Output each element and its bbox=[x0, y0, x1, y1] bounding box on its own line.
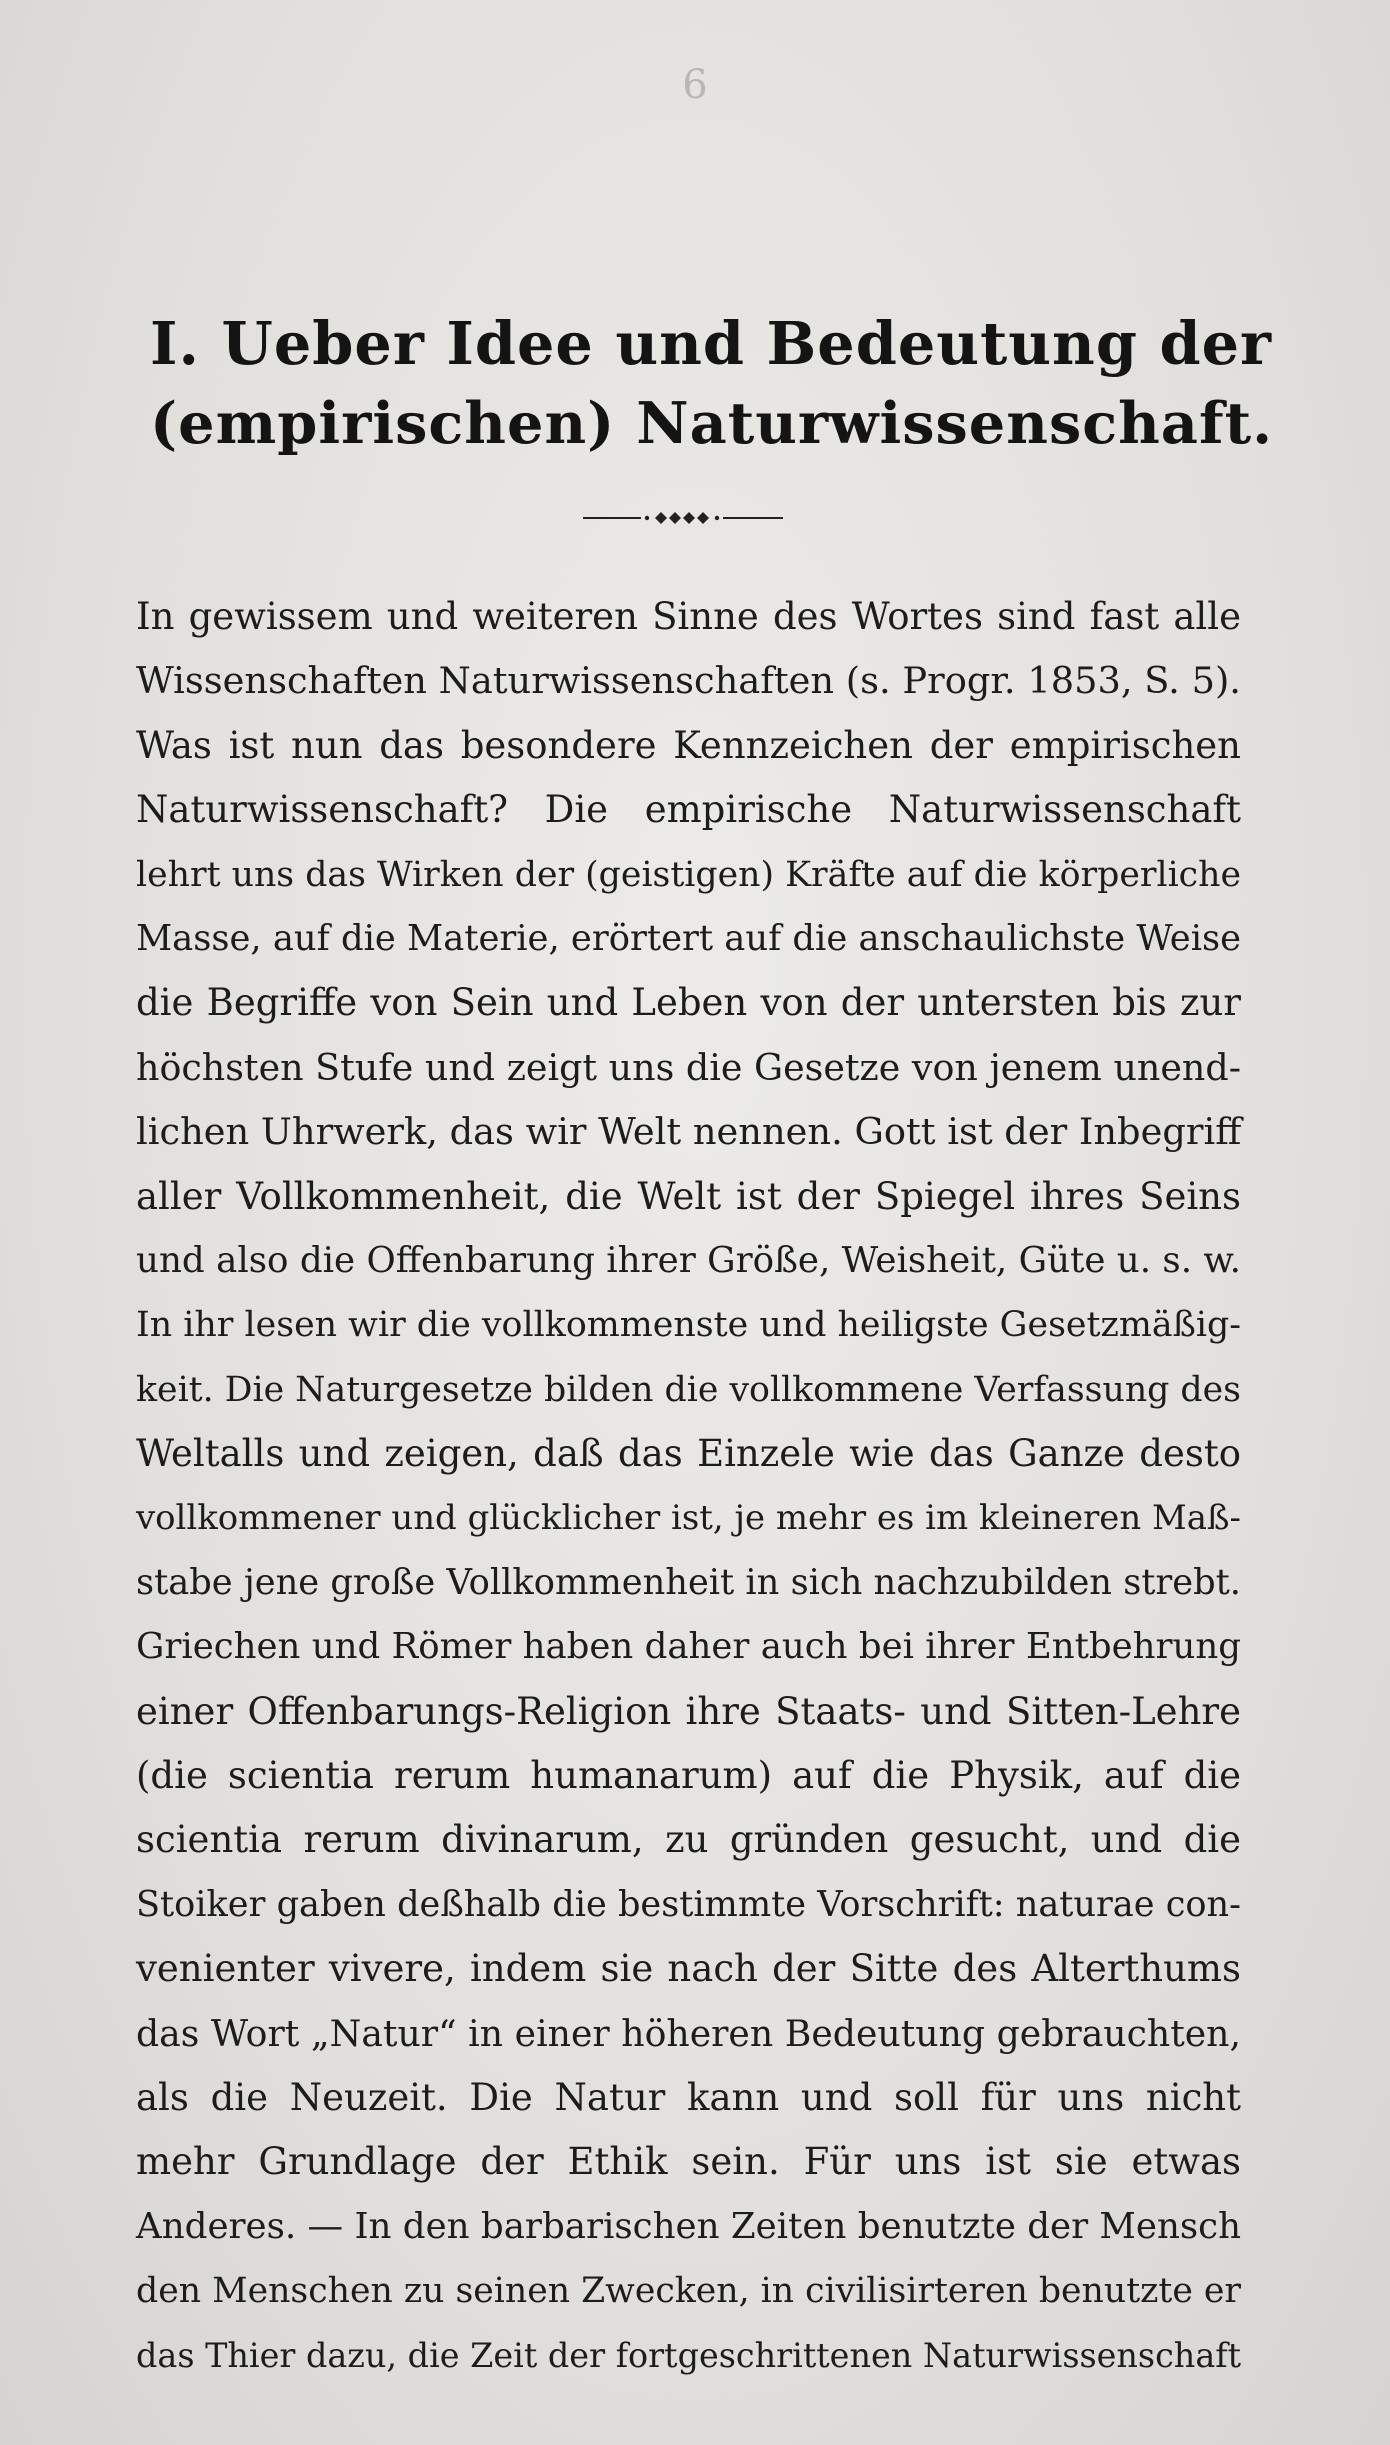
text-line: Wissenschaften Naturwissenschaften (s. Progr. 1853, S. 5). bbox=[136, 659, 1241, 703]
ornamental-divider bbox=[583, 510, 783, 526]
chapter-heading-line-1: I. Ueber Idee und Bedeutung der bbox=[150, 309, 1273, 378]
text-line: keit. Die Naturgesetze bilden die vollkommene Verfassung des bbox=[136, 1369, 1241, 1410]
text-line: vollkommener und glücklicher ist, je mehr es im kleineren Maß- bbox=[136, 1498, 1241, 1538]
text-line: Was ist nun das besondere Kennzeichen der empirischen bbox=[136, 723, 1241, 767]
text-line: In gewissem und weiteren Sinne des Wortes sind fast alle bbox=[136, 595, 1241, 638]
text-line: und also die Offenbarung ihrer Größe, Weisheit, Güte u. s. w. bbox=[136, 1239, 1241, 1281]
text-line: Weltalls und zeigen, daß das Einzele wie das Ganze desto bbox=[136, 1432, 1241, 1476]
text-line: das Wort „Natur“ in einer höheren Bedeutung gebrauchten, bbox=[136, 2011, 1241, 2055]
text-line: lehrt uns das Wirken der (geistigen) Kräfte auf die körperliche bbox=[136, 854, 1241, 895]
text-line: scientia rerum divinarum, zu gründen gesucht, und die bbox=[136, 1818, 1241, 1862]
text-line: Masse, auf die Materie, erörtert auf die anschaulichste Weise bbox=[136, 917, 1242, 959]
text-line: stabe jene große Vollkommenheit in sich nachzubilden strebt. bbox=[136, 1561, 1241, 1603]
text-line: als die Neuzeit. Die Natur kann und soll für uns nicht bbox=[136, 2075, 1241, 2119]
body-text bbox=[136, 585, 1241, 2388]
text-line: (die scientia rerum humanarum) auf die Physik, auf die bbox=[136, 1754, 1241, 1798]
text-line: einer Offenbarungs-Religion ihre Staats- und Sitten-Lehre bbox=[136, 1689, 1241, 1733]
text-line: mehr Grundlage der Ethik sein. Für uns ist sie etwas bbox=[136, 2140, 1241, 2184]
text-line: höchsten Stufe und zeigt uns die Gesetze von jenem unend- bbox=[136, 1045, 1241, 1089]
text-line: lichen Uhrwerk, das wir Welt nennen. Gott ist der Inbegriff bbox=[136, 1110, 1242, 1154]
text-line: venienter vivere, indem sie nach der Sitte des Alterthums bbox=[136, 1947, 1241, 1991]
page-number: 6 bbox=[682, 62, 708, 108]
text-line: In ihr lesen wir die vollkommenste und heiligste Gesetzmäßig- bbox=[136, 1305, 1241, 1346]
text-line: die Begriffe von Sein und Leben von der untersten bis zur bbox=[136, 981, 1241, 1025]
text-line: aller Vollkommenheit, die Welt ist der Spiegel ihres Seins bbox=[136, 1174, 1241, 1218]
text-line: Stoiker gaben deßhalb die bestimmte Vorschrift: naturae con- bbox=[136, 1883, 1241, 1925]
text-line: Anderes. — In den barbarischen Zeiten benutzte der Mensch bbox=[136, 2205, 1242, 2247]
text-line: Griechen und Römer haben daher auch bei ihrer Entbehrung bbox=[136, 1626, 1241, 1668]
text-line: den Menschen zu seinen Zwecken, in civilisirteren benutzte er bbox=[136, 2271, 1241, 2312]
chapter-heading-line-2: (empirischen) Naturwissenschaft. bbox=[150, 389, 1274, 457]
text-line: das Thier dazu, die Zeit der fortgeschrittenen Naturwissenschaft bbox=[136, 2335, 1242, 2375]
text-line: Naturwissenschaft? Die empirische Naturwissenschaft bbox=[136, 788, 1241, 832]
